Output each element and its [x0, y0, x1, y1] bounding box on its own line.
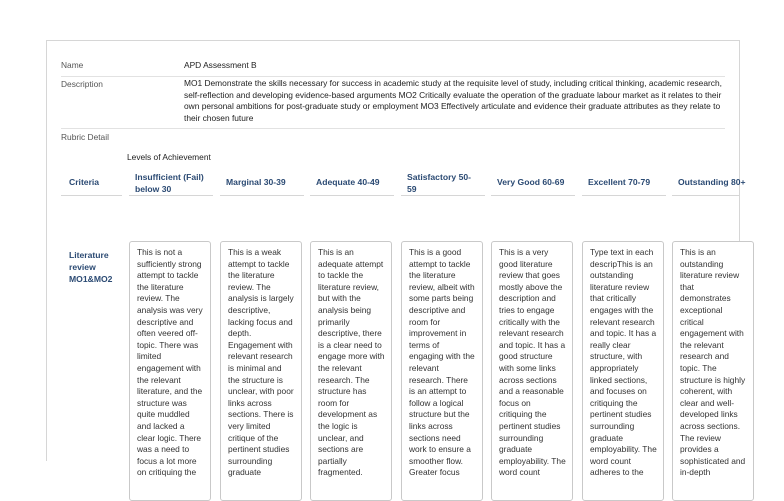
rubric-cell-marginal[interactable]: This is a weak attempt to tackle the literature review. The analysis is largely descriptive, lacking focus and depth. Engagement with relevant research is minimal and the structure is unclear, with poor links across sections. There is very limited critique of the pertinent studies surrounding graduate — [220, 241, 302, 501]
header-underline — [582, 195, 666, 196]
level-header-excellent: Excellent 70-79 — [588, 177, 651, 187]
rubric-detail-label: Rubric Detail — [61, 132, 109, 142]
level-header-satisfactory: Satisfactory 50-59 — [407, 172, 472, 194]
rubric-cell-outstanding[interactable]: This is an outstanding literature review that demonstrates exceptional critical engagement with the relevant research and topic. The structure is highly coherent, with clear and well-developed links across sections. The review provides a sophisticated and in-depth — [672, 241, 754, 501]
rubric-cell-satisfactory[interactable]: This is a good attempt to tackle the literature review, albeit with some parts being descriptive and room for improvement in terms of engaging with the relevant research. There is an attempt to follow a logical structure but the links across sections need work to ensure a smoother flow. Greater focus — [401, 241, 483, 501]
divider — [61, 76, 725, 77]
name-value: APD Assessment B — [184, 60, 257, 70]
levels-caption: Levels of Achievement — [127, 152, 211, 162]
rubric-cell-very-good[interactable]: This is a very good literature review that goes mostly above the description and tries to engage critically with the relevant research and topic. It has a good structure with some links across sections and a reasonable focus on critiquing the pertinent studies surrounding graduate employability. The word count — [491, 241, 573, 501]
rubric-cell-adequate[interactable]: This is an adequate attempt to tackle the literature review, but with the analysis being primarily descriptive, there is a clear need to engage more with the relevant research. The structure has room for development as the logic is unclear, and sections are partially fragmented. — [310, 241, 392, 501]
criterion-label: Literature review MO1&MO2 — [69, 250, 113, 284]
divider — [61, 128, 725, 129]
criteria-header: Criteria — [69, 177, 100, 187]
header-underline — [129, 195, 213, 196]
description-value: MO1 Demonstrate the skills necessary for success in academic study at the requisite level of study, including critical thinking, academic research, self-reflection and developing evidence-based arguments MO2 Critically evaluate the operation of the graduate labour market as it relates to their own personal ambitions for post-graduate study or employment MO3 Effectively articulate and evidence their graduate attributes as they relate to their chosen future — [184, 78, 722, 123]
rubric-panel — [46, 40, 746, 478]
level-header-very-good: Very Good 60-69 — [497, 177, 565, 187]
rubric-cell-excellent[interactable]: Type text in each descripThis is an outstanding literature review that critically engages with the relevant research and topic. It has a really clear structure, with appropriately linked sections, and focuses on critiquing the pertinent studies surrounding graduate employability. The word count adheres to the — [582, 241, 664, 501]
header-underline — [220, 195, 304, 196]
header-underline — [61, 195, 122, 196]
name-label: Name — [61, 60, 84, 70]
level-header-outstanding: Outstanding 80+ — [678, 177, 746, 187]
level-header-marginal: Marginal 30-39 — [226, 177, 286, 187]
header-underline — [401, 195, 485, 196]
rubric-cell-insufficient[interactable]: This is not a sufficiently strong attempt to tackle the literature review. The analysis was very descriptive and often veered off-topic. There was limited engagement with the relevant literature, and the structure was quite muddled and lacked a clear logic. There was a need to focus a lot more on critiquing the — [129, 241, 211, 501]
header-underline — [672, 195, 739, 196]
level-header-adequate: Adequate 40-49 — [316, 177, 380, 187]
level-header-insufficient: Insufficient (Fail) below 30 — [135, 172, 204, 194]
header-underline — [491, 195, 575, 196]
header-underline — [310, 195, 394, 196]
description-label: Description — [61, 79, 103, 89]
